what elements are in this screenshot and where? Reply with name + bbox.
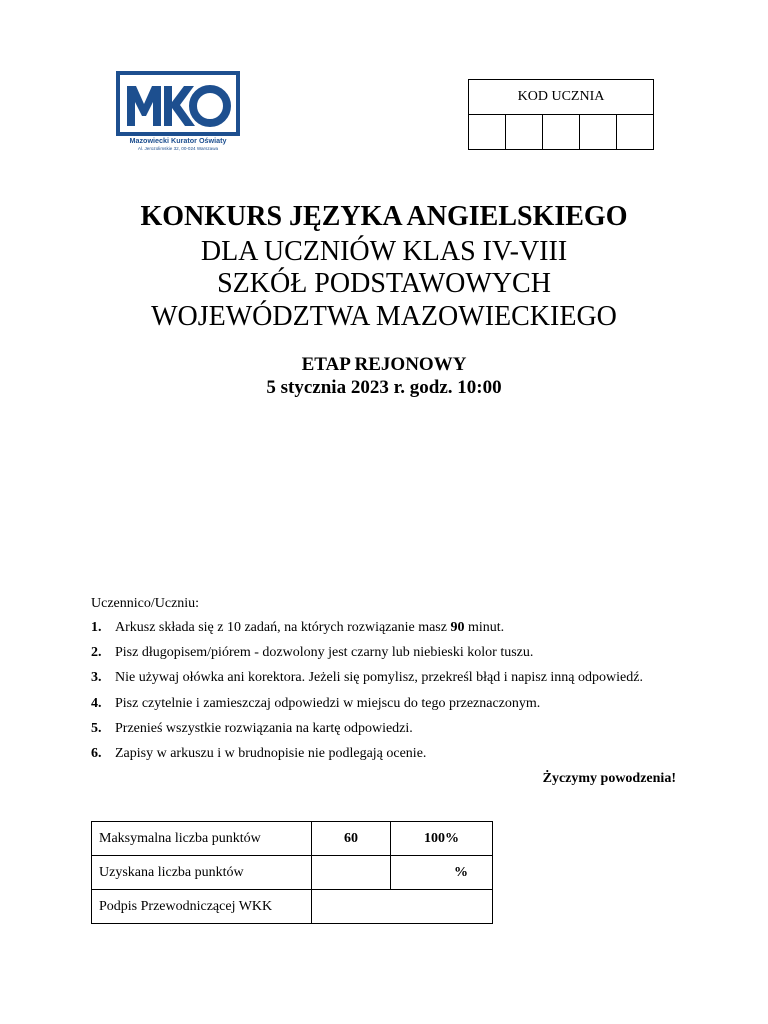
instruction-item: [91, 619, 691, 644]
instruction-item: [91, 745, 691, 770]
instruction-item: [91, 720, 691, 745]
mko-logo: [116, 71, 240, 153]
max-points-value: 60: [312, 822, 391, 856]
obtained-points-field[interactable]: [312, 856, 391, 890]
instruction-text: Pisz czytelnie i zamieszczaj odpowiedzi w miejscu do tego przeznaczonym.: [115, 695, 541, 711]
score-row-max: [92, 822, 493, 856]
student-code-digit-box[interactable]: [617, 115, 654, 150]
obtained-points-label: Uzyskana liczba punktów: [92, 856, 312, 890]
max-percent-value: 100%: [391, 822, 493, 856]
obtained-percent-field[interactable]: %: [391, 856, 493, 890]
instruction-text: Pisz długopisem/piórem - dozwolony jest czarny lub niebieski kolor tuszu.: [115, 645, 534, 661]
logo-organization-name: Mazowiecki Kurator Oświaty: [129, 136, 227, 145]
contest-subtitle-voivodeship: WOJEWÓDZTWA MAZOWIECKIEGO: [151, 301, 617, 332]
signature-field[interactable]: [312, 890, 493, 924]
score-row-signature: [92, 890, 493, 924]
contest-title: KONKURS JĘZYKA ANGIELSKIEGO: [140, 201, 628, 232]
instruction-number: 2.: [91, 645, 102, 661]
instruction-item: [91, 669, 691, 694]
instruction-time-minutes: 90: [450, 620, 465, 635]
instruction-number: 6.: [91, 745, 102, 761]
stage-date: 5 stycznia 2023 r. godz. 10:00: [266, 377, 502, 398]
student-code-digit-box[interactable]: [469, 115, 506, 150]
student-code-box: [468, 79, 654, 150]
mko-logo-mark: [116, 71, 240, 136]
instruction-item: [91, 695, 691, 720]
contest-subtitle-grades: DLA UCZNIÓW KLAS IV-VIII: [200, 236, 568, 267]
instruction-number: 5.: [91, 720, 102, 736]
instruction-text: Arkusz składa się z 10 zadań, na których rozwiązanie masz: [115, 620, 451, 635]
stage-name: ETAP REJONOWY: [301, 354, 467, 375]
instruction-text: Zapisy w arkuszu i w brudnopisie nie podlegają ocenie.: [115, 745, 427, 761]
student-code-digit-box[interactable]: [543, 115, 580, 150]
instructions-greeting: Uczennico/Uczniu:: [91, 596, 200, 611]
mko-letters-graphic: [124, 80, 232, 128]
instruction-number: 1.: [91, 620, 102, 635]
student-code-digit-box[interactable]: [580, 115, 617, 150]
logo-address: Al. Jerozolimskie 32, 00-024 Warszawa: [137, 146, 219, 151]
student-code-label: KOD UCZNIA: [469, 80, 654, 115]
instruction-text: Nie używaj ołówka ani korektora. Jeżeli się pomylisz, przekreśl błąd i napisz inną odpowiedź.: [115, 670, 643, 686]
instructions-list: [91, 619, 691, 770]
instruction-text-end: minut.: [464, 620, 505, 635]
instruction-text: Przenieś wszystkie rozwiązania na kartę odpowiedzi.: [115, 720, 413, 736]
good-luck-message: Życzymy powodzenia!: [542, 771, 676, 786]
score-table: [91, 821, 493, 924]
signature-label: Podpis Przewodniczącej WKK: [92, 890, 312, 924]
instruction-number: 4.: [91, 695, 102, 711]
instruction-number: 3.: [91, 670, 102, 686]
max-points-label: Maksymalna liczba punktów: [92, 822, 312, 856]
student-code-digit-box[interactable]: [506, 115, 543, 150]
instruction-item: [91, 644, 691, 669]
score-row-obtained: [92, 856, 493, 890]
contest-subtitle-schools: SZKÓŁ PODSTAWOWYCH: [217, 268, 551, 299]
